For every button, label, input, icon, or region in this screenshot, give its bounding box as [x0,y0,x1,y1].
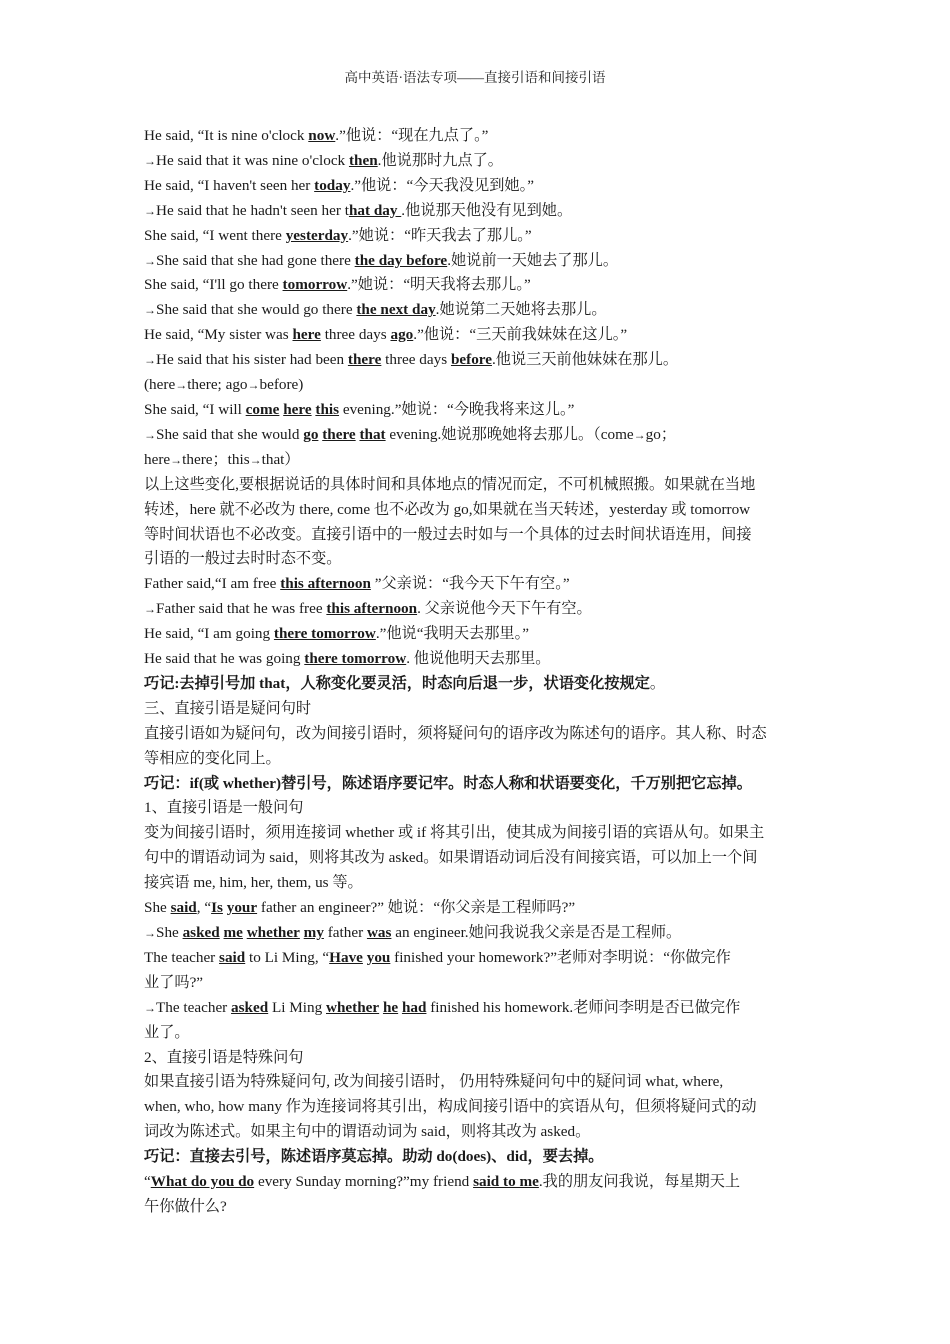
text-line [144,747,808,772]
text-segment: 午你做什么? [144,1197,227,1215]
text-line [144,821,808,846]
page-header: 高中英语·语法专项——直接引语和间接引语 [344,70,606,85]
text-segment: 如果直接引语为特殊疑问句, 改为间接引语时， 仍用特殊疑问句中的疑问词 what, where, [144,1073,724,1091]
underlined-keyword: there [322,425,356,443]
text-line [144,1170,808,1195]
text-segment: .他说那天他没有见到她。 [401,201,573,219]
underlined-keyword: said [219,948,246,966]
text-segment: She [144,899,171,917]
arrow-icon: → [144,602,156,617]
arrow-icon: → [144,253,156,268]
text-line [144,1145,808,1170]
text-segment: The teacher [144,948,220,966]
text-segment: .我的朋友问我说，每星期天上 [538,1173,741,1191]
text-segment: 引语的一般过去时时态不变。 [144,550,342,568]
underlined-keyword: you [366,948,391,966]
text-line [144,921,808,946]
text-segment: .他说三天前他妹妹在那儿。 [492,351,679,369]
text-segment: Father said that he was free [156,600,327,618]
text-segment: father an engineer?” 她说：“你父亲是工程师吗?” [257,899,576,917]
text-segment: .她说前一天她去了那儿。 [447,251,619,269]
text-line [144,971,808,996]
text-line [144,1095,808,1120]
text-segment: ”父亲说：“我今天下午有空。” [370,575,570,593]
text-segment: 2、直接引语是特殊问句 [144,1048,304,1066]
underlined-keyword: had [401,998,427,1016]
text-line [144,871,808,896]
text-line [144,174,808,199]
underlined-keyword: asked [231,998,269,1016]
text-segment: She said that she would [156,425,304,443]
text-segment: an engineer.她问我说我父亲是否是工程师。 [391,924,682,941]
text-segment: 等时间状语也不必改变。直接引语中的一般过去时如与一个具体的过去时间状语连用，间接 [144,525,752,543]
text-segment: 业了。 [144,1023,190,1041]
text-segment: He said that it was nine o'clock [156,151,349,169]
text-segment: every Sunday morning?”my friend [254,1173,474,1191]
text-segment: finished your homework?”老师对李明说：“你做完作 [390,948,731,966]
text-line [144,348,808,373]
underlined-keyword: What do you do [150,1173,255,1191]
text-segment: go； [645,425,677,443]
underlined-keyword: that [359,425,386,443]
text-segment: He said, “It is nine o'clock [144,127,309,144]
underlined-keyword: asked [182,924,220,941]
text-line [144,796,808,821]
text-segment: 三、直接引语是疑问句时 [144,699,312,717]
text-line [144,597,808,622]
text-segment: three days [381,351,451,369]
text-line [144,249,808,274]
arrow-icon: → [144,203,156,218]
text-segment: .”她说：“明天我将去那儿。” [347,276,531,294]
underlined-keyword: whether [326,998,380,1016]
arrow-icon: → [144,926,156,940]
underlined-keyword: he [382,998,399,1016]
text-segment: He said, “I am going [144,625,274,643]
text-line [144,373,808,398]
underlined-keyword: there [347,351,382,369]
text-segment: evening.”她说：“今晚我将来这儿。” [339,400,575,418]
text-segment: Li Ming [268,998,326,1016]
text-segment: here [144,450,171,468]
text-line [144,224,808,249]
text-line [144,1021,808,1046]
underlined-keyword: said to me [473,1173,539,1191]
text-line [144,199,808,224]
text-segment: finished his homework.老师问李明是否已做完作 [426,998,741,1016]
underlined-keyword: there tomorrow [304,650,407,668]
text-segment: 1、直接引语是一般问句 [144,799,304,817]
text-segment: . 他说他明天去那里。 [406,650,551,668]
text-line [144,448,808,473]
text-segment: He said that his sister had been [156,351,348,369]
text-segment: .”她说：“昨天我去了那儿。” [348,226,532,244]
text-line [144,1070,808,1095]
text-segment: 业了吗?” [144,973,204,991]
text-segment: He said that he was going [144,650,305,668]
text-segment: father [323,924,367,941]
bold-mnemonic: 巧记：if(或 whether)替引号，陈述语序要记牢。时态人称和状语要变化，千万别把它忘掉。 [144,774,752,792]
text-segment: .她说第二天她将去那儿。 [435,301,607,319]
text-segment: He said that he hadn't seen her t [156,201,349,219]
arrow-icon: → [144,303,156,318]
underlined-keyword: there tomorrow [273,625,376,643]
bold-mnemonic: 巧记:去掉引号加 that，人称变化要灵活，时态向后退一步，状语变化按规定 [144,674,650,692]
text-segment: there；this [182,450,250,468]
text-segment: She said, “I'll go there [144,276,283,294]
underlined-keyword: then [348,151,378,169]
arrow-icon: → [249,452,262,467]
arrow-icon: → [144,353,156,368]
underlined-keyword: hat day [348,201,402,219]
text-segment: She said that she had gone there [156,251,355,269]
text-segment: to Li Ming, “ [245,948,330,966]
underlined-keyword: this afternoon [326,600,418,618]
arrow-icon: → [144,427,156,442]
text-segment: (here [144,376,176,394]
underlined-keyword: before [450,351,492,369]
underlined-keyword: the next day [356,301,436,319]
text-segment: when, who, how many 作为连接词将其引出，构成间接引语中的宾语从句，但须将疑问式的动 [144,1098,757,1116]
text-segment: 转述，here 就不必改为 there, come 也不必改为 go,如果就在当天转述，yesterday 或 tomorrow [144,500,751,518]
text-segment: 等相应的变化同上。 [144,749,281,767]
text-segment: “ [144,1173,151,1191]
underlined-keyword: here [292,326,321,344]
underlined-keyword: ago [390,326,414,344]
document-body [144,124,808,1220]
text-segment: before) [259,376,304,394]
text-line [144,423,808,448]
text-segment: 。 [649,674,666,692]
arrow-icon: → [633,427,646,442]
text-line [144,1120,808,1145]
arrow-icon: → [175,378,188,393]
text-segment: 接宾语 me, him, her, them, us 等。 [144,874,363,892]
text-line [144,273,808,298]
text-segment: She said, “I went there [144,226,286,244]
text-segment: there; ago [187,376,248,394]
text-line [144,896,808,921]
text-segment: evening.她说那晚她将去那儿。（come [385,425,634,443]
text-line [144,647,808,672]
arrow-icon: → [247,378,260,393]
underlined-keyword: Is [211,899,223,917]
underlined-keyword: me [223,924,243,941]
text-line [144,572,808,597]
text-line [144,672,808,697]
text-segment: .”他说：“现在九点了。” [335,127,489,144]
text-segment: . 父亲说他今天下午有空。 [417,600,592,618]
text-line [144,622,808,647]
underlined-keyword: was [366,924,392,941]
text-segment: She [156,924,183,941]
text-line [144,523,808,548]
underlined-keyword: today [314,176,351,194]
text-line [144,946,808,971]
underlined-keyword: my [303,924,324,941]
underlined-keyword: said [170,899,197,917]
text-segment: that） [261,450,300,468]
arrow-icon: → [170,452,183,467]
underlined-keyword: your [226,899,258,917]
underlined-keyword: Have [329,948,363,966]
text-segment: She said that she would go there [156,301,357,319]
text-line [144,124,808,149]
underlined-keyword: now [308,127,336,144]
underlined-keyword: here [283,400,312,418]
text-segment: .”他说：“三天前我妹妹在这儿。” [413,326,628,344]
text-line [144,498,808,523]
text-segment: 句中的谓语动词为 said，则将其改为 asked。如果谓语动词后没有间接宾语，可以加上一个间 [144,849,758,867]
text-line [144,547,808,572]
text-line [144,697,808,722]
text-line [144,996,808,1021]
text-segment: Father said,“I am free [144,575,281,593]
underlined-keyword: come [245,400,280,418]
text-line [144,323,808,348]
text-segment: 词改为陈述式。如果主句中的谓语动词为 said，则将其改为 asked。 [144,1123,591,1141]
underlined-keyword: yesterday [285,226,349,244]
underlined-keyword: tomorrow [282,276,348,294]
text-segment: She said, “I will [144,400,246,418]
text-line [144,298,808,323]
text-segment: , “ [196,899,212,917]
underlined-keyword: this [315,400,340,418]
underlined-keyword: this afternoon [280,575,371,593]
text-line [144,846,808,871]
underlined-keyword: the day before [354,251,448,269]
text-line [144,1195,808,1220]
text-segment: .”他说：“今天我没见到她。” [350,176,534,194]
text-segment: three days [320,326,391,344]
text-line [144,722,808,747]
underlined-keyword: whether [246,924,300,941]
text-line [144,1046,808,1071]
text-segment: He said, “I haven't seen her [144,176,315,194]
text-segment: He said, “My sister was [144,326,293,344]
text-line [144,772,808,797]
text-segment: 以上这些变化,要根据说话的具体时间和具体地点的情况而定，不可机械照搬。如果就在当地 [144,475,756,493]
text-segment: The teacher [156,998,232,1016]
underlined-keyword: go [303,425,319,443]
text-segment: 直接引语如为疑问句，改为间接引语时，须将疑问句的语序改为陈述句的语序。其人称、时态 [144,724,767,742]
text-line [144,473,808,498]
text-segment: 变为间接引语时，须用连接词 whether 或 if 将其引出，使其成为间接引语的宾语从句。如果主 [144,824,765,842]
text-segment: .”他说“我明天去那里。” [375,625,529,643]
bold-mnemonic: 巧记：直接去引号，陈述语序莫忘掉。助动 do(does)、did，要去掉。 [144,1148,604,1166]
text-line [144,398,808,423]
text-segment: .他说那时九点了。 [377,151,503,169]
arrow-icon: → [144,1000,156,1015]
text-line [144,149,808,174]
arrow-icon: → [144,153,156,168]
